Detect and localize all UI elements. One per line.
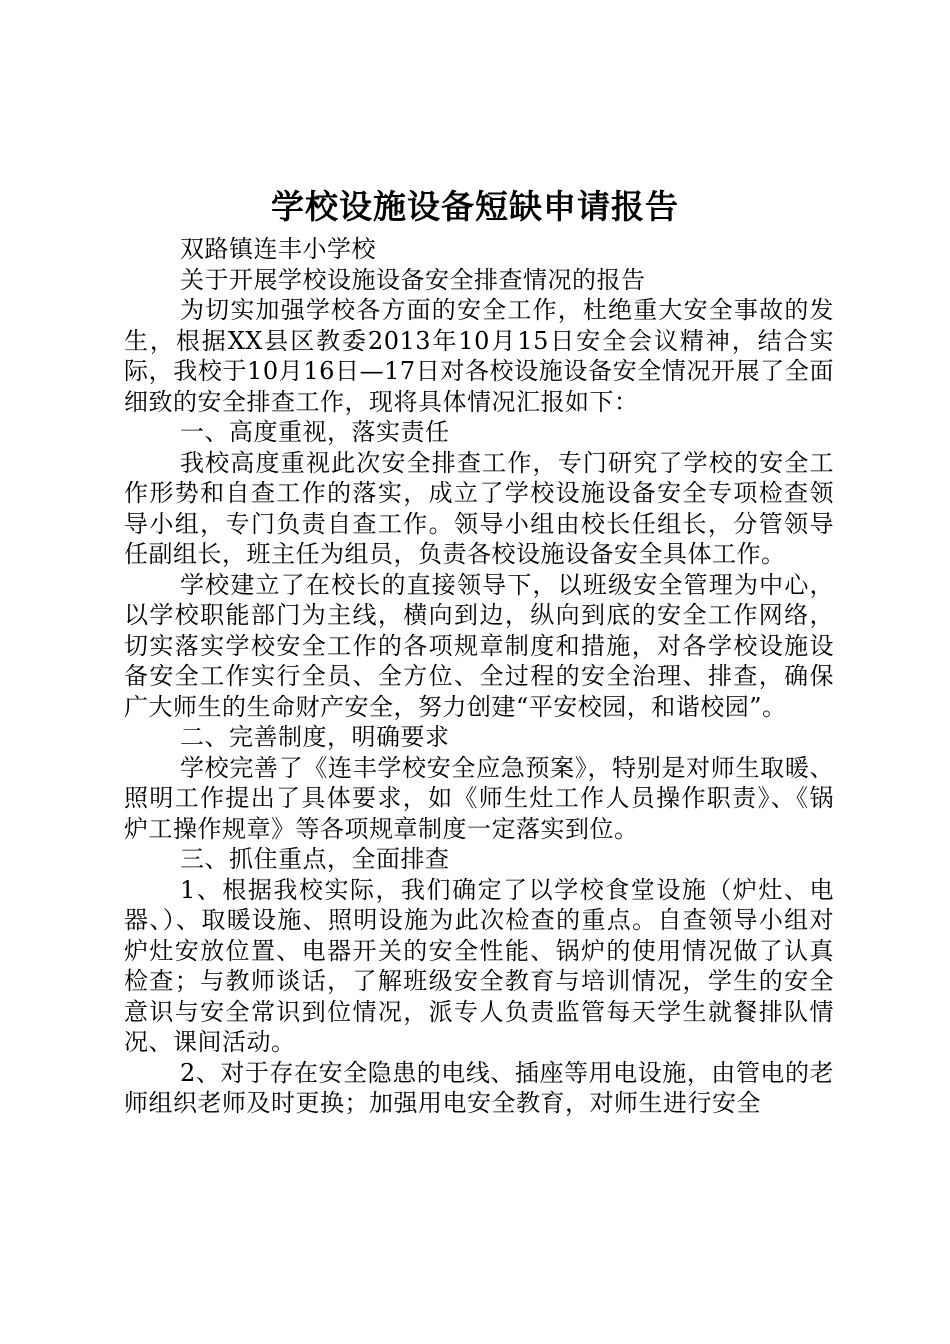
- body-paragraph: 2、对于存在安全隐患的电线、插座等用电设施，由管电的老师组织老师及时更换；加强用电安全教育，对师生进行安全: [124, 1058, 834, 1117]
- document-body: [124, 234, 834, 1119]
- section-heading-2: 二、完善制度，明确要求: [180, 723, 450, 751]
- intro-paragraph: 为切实加强学校各方面的安全工作，杜绝重大安全事故的发生，根据XX县区教委2013年10月15日安全会议精神，结合实际，我校于10月16日—17日对各校设施设备安全情况开展了全面细致的安全排查工作，现将具体情况汇报如下：: [124, 296, 834, 416]
- section-heading-3: 三、抓住重点，全面排查: [180, 845, 450, 873]
- body-paragraph: 学校完善了《连丰学校安全应急预案》，特别是对师生取暖、照明工作提出了具体要求，如《师生灶工作人员操作职责》、《锅炉工操作规章》等各项规章制度一定落实到位。: [124, 753, 834, 843]
- document-title: 学校设施设备短缺申请报告: [271, 187, 679, 226]
- school-name: 双路镇连丰小学校: [180, 235, 376, 263]
- report-subtitle: 关于开展学校设施设备安全排查情况的报告: [180, 265, 646, 294]
- section-heading-1: 一、高度重视，落实责任: [180, 418, 450, 446]
- body-paragraph: 我校高度重视此次安全排查工作，专门研究了学校的安全工作形势和自查工作的落实，成立了学校设施设备安全专项检查领导小组，专门负责自查工作。领导小组由校长任组长，分管领导任副组长，班主任为组员，负责各校设施设备安全具体工作。: [124, 448, 834, 568]
- body-paragraph: 学校建立了在校长的直接领导下，以班级安全管理为中心，以学校职能部门为主线，横向到边，纵向到底的安全工作网络，切实落实学校安全工作的各项规章制度和措施，对各学校设施设备安全工作实行全员、全方位、全过程的安全治理、排查，确保广大师生的生命财产安全，努力创建“平安校园，和谐校园”。: [124, 570, 834, 721]
- body-paragraph: 1、根据我校实际，我们确定了以学校食堂设施（炉灶、电器、）、取暖设施、照明设施为此次检查的重点。自查领导小组对炉灶安放位置、电器开关的安全性能、锅炉的使用情况做了认真检查；与教师谈话，了解班级安全教育与培训情况，学生的安全意识与安全常识到位情况，派专人负责监管每天学生就餐排队情况、课间活动。: [124, 875, 834, 1056]
